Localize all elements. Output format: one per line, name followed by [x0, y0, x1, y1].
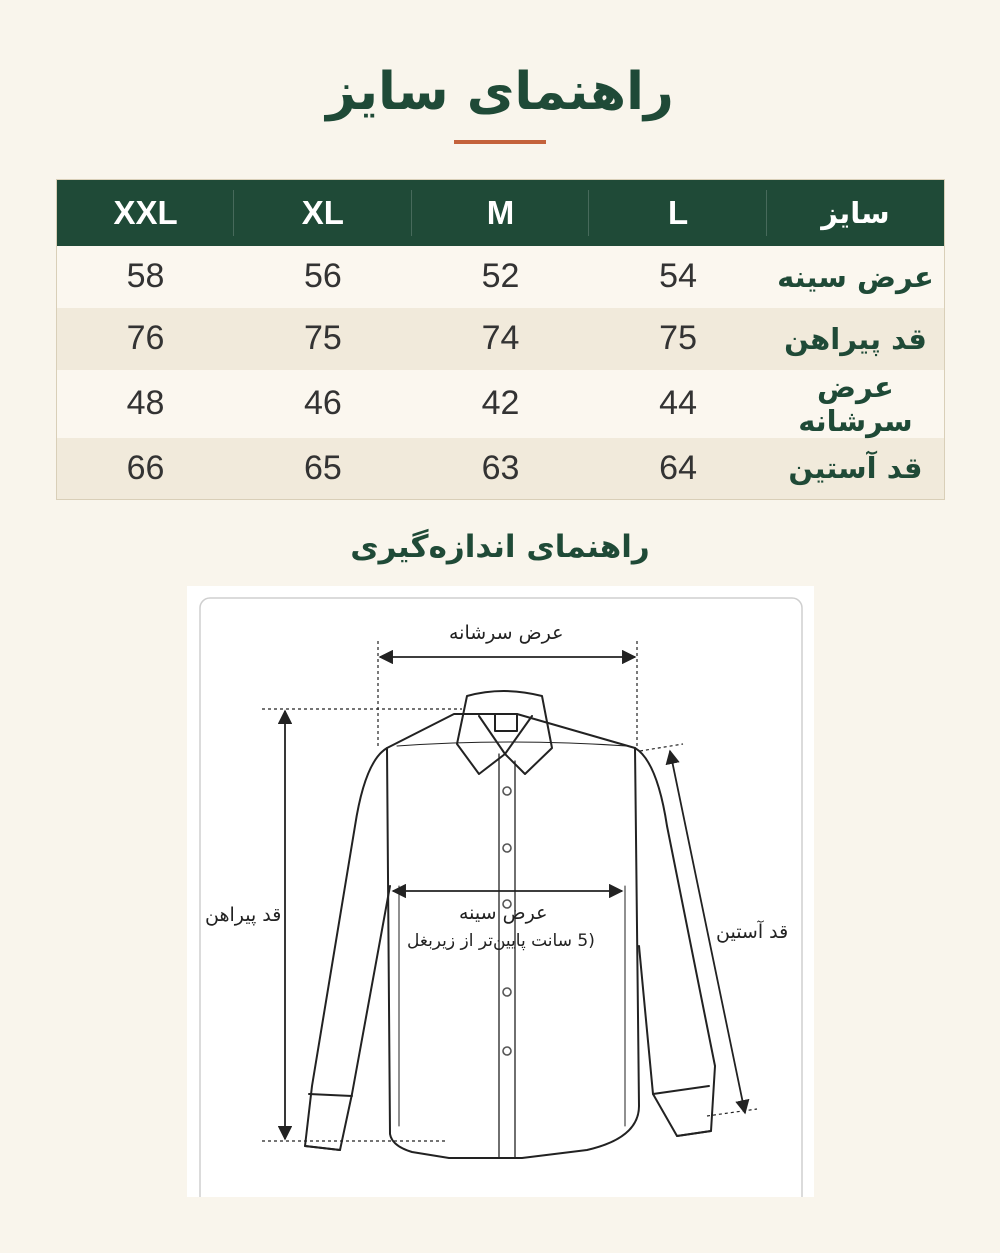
chest-width-note: (5 سانت پایین‌تر از زیربغل	[407, 931, 595, 951]
table-cell: 75	[234, 308, 412, 370]
shirt-length-label: قد پیراهن	[205, 904, 282, 926]
table-cell: 74	[412, 308, 590, 370]
table-cell: 46	[234, 370, 412, 438]
table-cell: 66	[57, 438, 235, 500]
table-cell: 48	[57, 370, 235, 438]
table-cell: 76	[57, 308, 235, 370]
sleeve-length-label: قد آستین	[716, 921, 789, 943]
row-label-length: قد پیراهن	[767, 308, 945, 370]
table-cell: 54	[589, 246, 767, 308]
table-header-row	[57, 180, 945, 246]
table-cell: 52	[412, 246, 590, 308]
shirt-illustration	[187, 586, 814, 1197]
size-col-m: M	[412, 180, 590, 246]
size-header-label: سایز	[767, 180, 945, 246]
table-cell: 42	[412, 370, 590, 438]
row-label-shoulder: عرض سرشانه	[767, 370, 945, 438]
table-cell: 56	[234, 246, 412, 308]
table-cell: 64	[589, 438, 767, 500]
table-cell: 58	[57, 246, 235, 308]
table-row	[57, 246, 945, 308]
size-col-l: L	[589, 180, 767, 246]
chest-width-label: عرض سینه	[459, 902, 548, 924]
table-cell: 63	[412, 438, 590, 500]
title-underline	[454, 140, 546, 144]
table-row	[57, 438, 945, 500]
table-cell: 65	[234, 438, 412, 500]
table-row	[57, 370, 945, 438]
table-row	[57, 308, 945, 370]
row-label-chest: عرض سینه	[767, 246, 945, 308]
size-table	[56, 179, 945, 500]
shoulder-width-label: عرض سرشانه	[449, 622, 564, 644]
measurement-guide-title: راهنمای اندازه‌گیری	[350, 529, 650, 565]
table-cell: 44	[589, 370, 767, 438]
size-col-xxl: XXL	[57, 180, 235, 246]
size-col-xl: XL	[234, 180, 412, 246]
table-cell: 75	[589, 308, 767, 370]
page-title: راهنمای سایز	[326, 62, 674, 122]
row-label-sleeve: قد آستین	[767, 438, 945, 500]
measurement-diagram	[187, 586, 814, 1197]
